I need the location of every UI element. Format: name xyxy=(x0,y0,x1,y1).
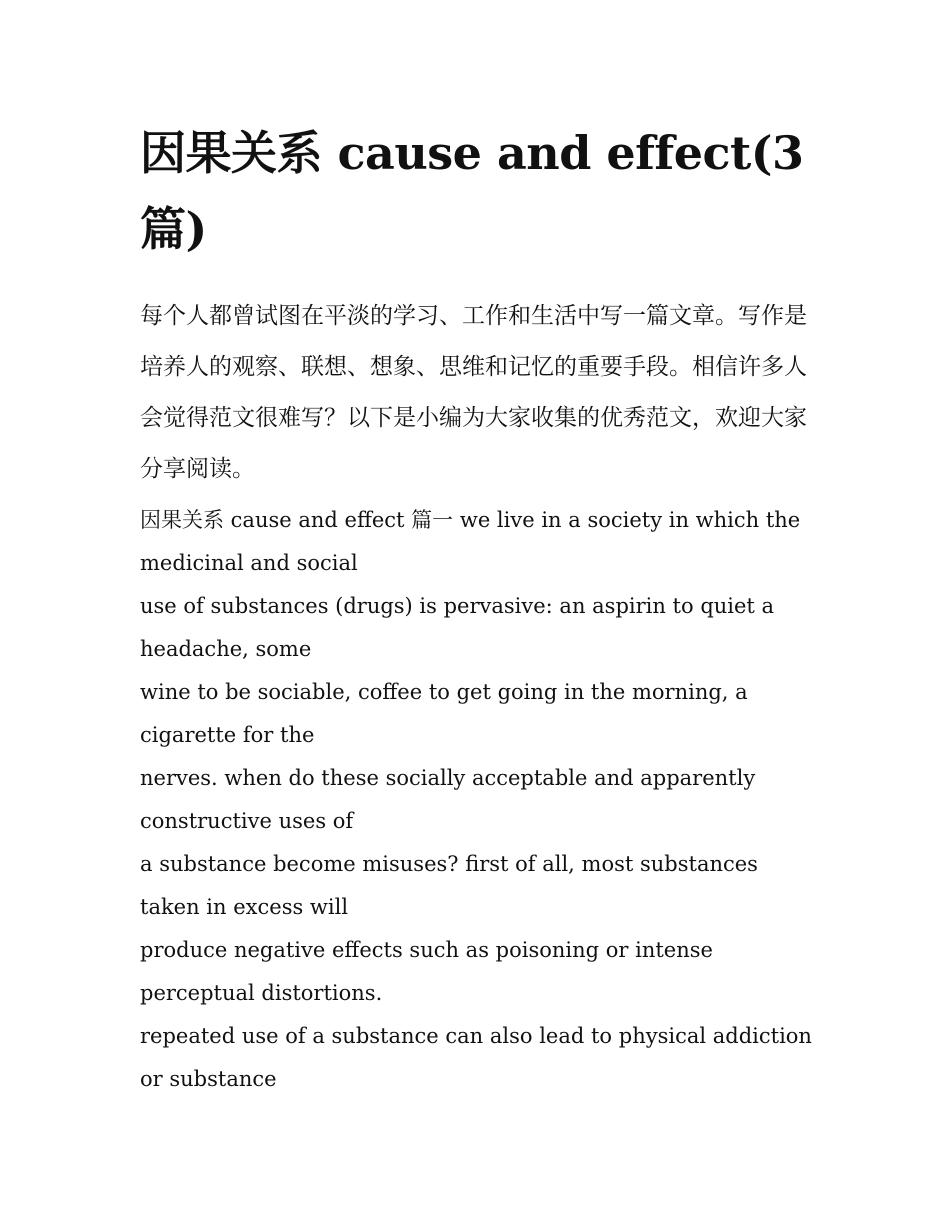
document-page xyxy=(140,115,815,1101)
document-title: 因果关系 cause and effect(3篇) xyxy=(140,126,804,256)
intro-paragraph: 每个人都曾试图在平淡的学习、工作和生活中写一篇文章。写作是培养人的观察、联想、想象、思维和记忆的重要手段。相信许多人会觉得范文很难写？以下是小编为大家收集的优秀范文，欢迎大家分享阅读。 xyxy=(140,303,807,482)
essay-line: 因果关系 cause and effect 篇一 we live in a society in which the medicinal and social xyxy=(140,508,801,575)
essay-body xyxy=(140,499,815,1101)
essay-line: use of substances (drugs) is pervasive: an aspirin to quiet a headache, some xyxy=(140,594,775,661)
essay-line: wine to be sociable, coffee to get going in the morning, a cigarette for the xyxy=(140,680,748,747)
essay-line: nerves. when do these socially acceptable and apparently constructive uses of xyxy=(140,766,756,833)
essay-line: repeated use of a substance can also lead to physical addiction or substance xyxy=(140,1024,812,1091)
essay-line: a substance become misuses? first of all, most substances taken in excess will xyxy=(140,852,758,919)
essay-line: produce negative effects such as poisoning or intense perceptual distortions. xyxy=(140,938,713,1005)
